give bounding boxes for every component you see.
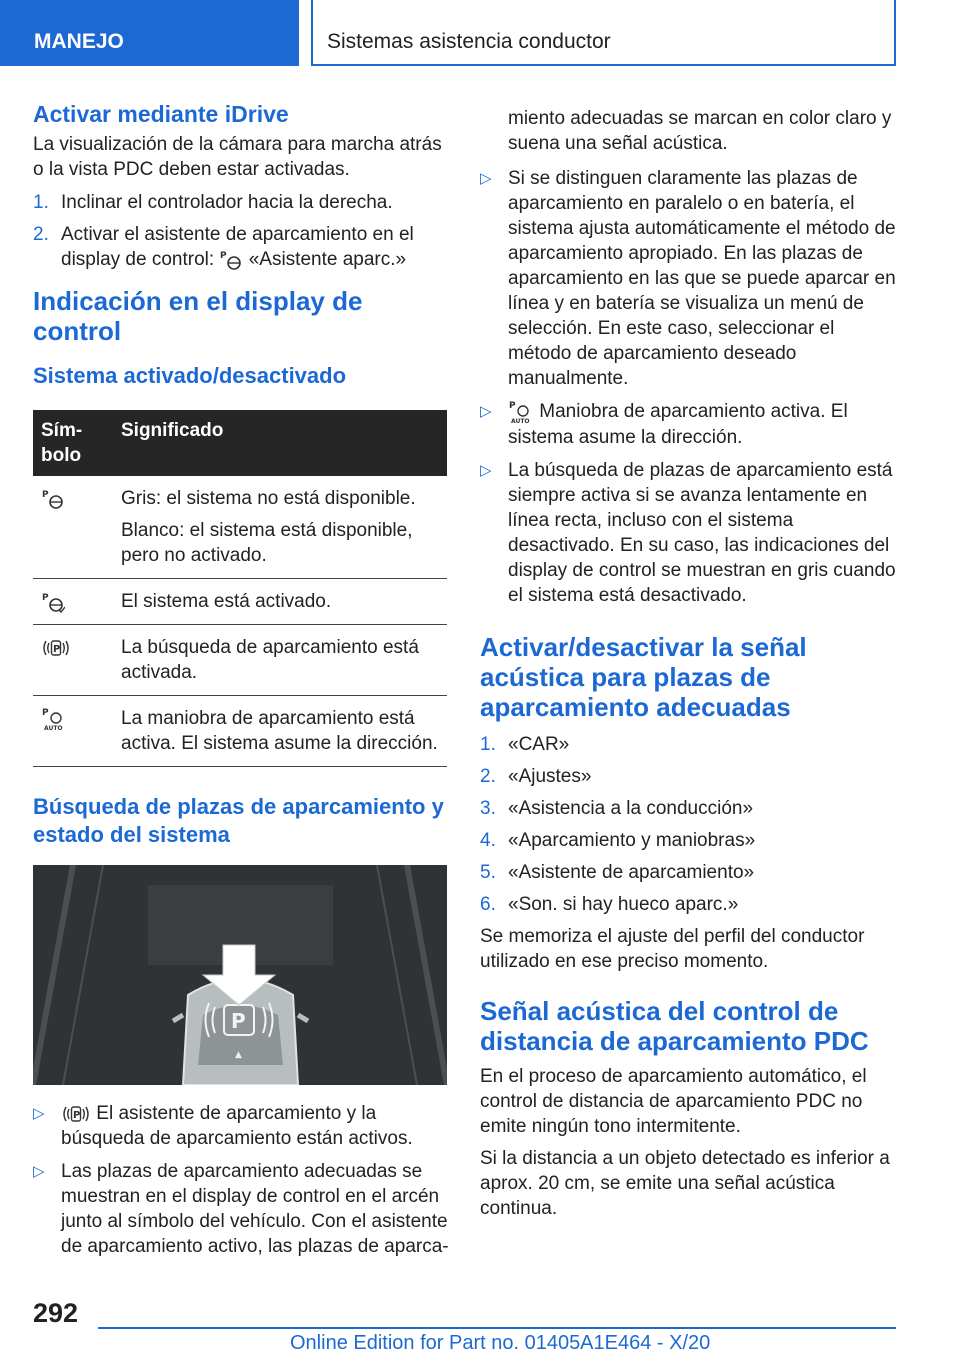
table-cell-text: Blanco: el sistema está disponible, pero no activado. (121, 520, 413, 566)
list-item (480, 892, 896, 917)
svg-text:P: P (42, 592, 49, 603)
parking-steering-icon (41, 488, 65, 510)
svg-text:▲: ▲ (235, 1050, 242, 1060)
parking-search-icon (61, 1103, 91, 1125)
step-number: 2. (480, 766, 496, 787)
svg-text:P: P (231, 1009, 246, 1033)
parking-auto-icon (41, 706, 67, 732)
list-item (480, 399, 896, 450)
step-number: 5. (480, 862, 496, 883)
list-item (480, 166, 896, 391)
bullet-text: El asistente de aparcamiento y la búsqueda de aparcamiento están activos. (61, 1103, 413, 1149)
step-text: «Aparcamiento y maniobras» (508, 830, 756, 851)
step-number: 1. (480, 734, 496, 755)
step-number: 2. (33, 224, 49, 245)
column-header-symbol: Sím-bolo (33, 410, 113, 476)
parking-search-icon (41, 637, 71, 659)
heading-senal: Activar/desactivar la señal acústica para plazas de aparcamiento adecuadas (480, 632, 807, 722)
heading-indicacion: Indicación en el display de control (33, 286, 363, 346)
steps-activar (33, 190, 449, 272)
heading-sistema: Sistema activado/desactivado (33, 363, 347, 388)
list-item (480, 764, 896, 789)
svg-text:P: P (42, 708, 49, 718)
step-number: 1. (33, 192, 49, 213)
footer-edition: Online Edition for Part no. 01405A1E464 - X/20 (290, 1332, 711, 1354)
step-text: «Asistente aparc.» (248, 249, 407, 270)
table-row (33, 625, 447, 696)
step-number: 4. (480, 830, 496, 851)
left-column (33, 100, 449, 1267)
list-item (33, 1101, 449, 1151)
step-number: 3. (480, 798, 496, 819)
bullet-text: Si se distinguen claramente las plazas de aparcamiento en paralelo o en batería, el sistema ajusta automáticamente el método de aparcamiento apropiado. En las plazas de aparcamiento en las que se puede aparcar en línea y en batería se visualiza un menú de selección. En este caso, seleccionar el método de aparcamiento deseado manualmente. (508, 168, 896, 389)
list-item (33, 190, 449, 215)
heading-activar: Activar mediante iDrive (33, 101, 289, 127)
paragraph-memoriza: Se memoriza el ajuste del perfil del conductor utilizado en ese preciso momento. (480, 926, 865, 972)
list-item (480, 828, 896, 853)
list-item (33, 222, 449, 272)
triangle-bullet-icon: ▷ (480, 462, 492, 479)
step-text: Activar el asistente de aparcamiento en el display de control: (61, 224, 414, 270)
paragraph-pdc-1: En el proceso de aparcamiento automático, el control de distancia de aparcamiento PDC no emite ningún tono intermitente. (480, 1066, 867, 1137)
section-tab: MANEJO (0, 0, 299, 66)
list-item (33, 1159, 449, 1259)
column-header-meaning: Significado (113, 410, 447, 476)
step-text: Inclinar el controlador hacia la derecha. (61, 192, 393, 213)
triangle-bullet-icon: ▷ (33, 1163, 45, 1180)
step-number: 6. (480, 894, 496, 915)
step-text: «Asistencia a la conducción» (508, 798, 754, 819)
triangle-bullet-icon: ▷ (33, 1105, 45, 1122)
table-cell-text: La búsqueda de aparcamiento está activada. (121, 637, 419, 683)
parking-steering-check-icon (41, 591, 65, 613)
list-item (480, 860, 896, 885)
footer-divider (98, 1327, 896, 1329)
svg-text:AUTO: AUTO (511, 418, 530, 425)
step-text: «Ajustes» (508, 766, 592, 787)
table-row (33, 696, 447, 767)
step-text: «CAR» (508, 734, 570, 755)
bullet-text: Maniobra de aparcamiento activa. El sistema asume la dirección. (508, 401, 848, 448)
bullets-right (480, 166, 896, 608)
bullets-busqueda (33, 1101, 449, 1259)
list-item (480, 458, 896, 608)
table-row (33, 579, 447, 625)
step-text: «Son. si hay hueco aparc.» (508, 894, 739, 915)
parking-auto-icon (508, 399, 534, 425)
chapter-title: Sistemas asistencia conductor (311, 0, 896, 66)
svg-text:P: P (73, 1109, 81, 1121)
triangle-bullet-icon: ▷ (480, 403, 492, 420)
parking-display-image (33, 865, 447, 1085)
paragraph-activar: La visualización de la cámara para marcha atrás o la vista PDC deben estar activadas. (33, 134, 442, 180)
parking-steering-icon (219, 249, 243, 271)
paragraph-pdc-2: Si la distancia a un objeto detectado es inferior a aprox. 20 cm, se emite una señal acústica continua. (480, 1148, 890, 1219)
triangle-bullet-icon: ▷ (480, 170, 492, 187)
bullet-text: Las plazas de aparcamiento adecuadas se muestran en el display de control en el arcén junto al símbolo del vehículo. Con el asistente de aparcamiento activo, las plazas de aparca- (61, 1161, 449, 1257)
svg-text:P: P (53, 643, 61, 655)
table-row (33, 476, 447, 579)
table-cell-text: El sistema está activado. (121, 591, 332, 612)
svg-text:P: P (42, 489, 49, 500)
continued-text: miento adecuadas se marcan en color claro y suena una señal acústica. (508, 108, 892, 154)
heading-pdc: Señal acústica del control de distancia de aparcamiento PDC (480, 996, 869, 1056)
list-item (480, 732, 896, 757)
table-header-row (33, 410, 447, 476)
right-column (480, 106, 896, 1228)
page-number: 292 (33, 1298, 79, 1328)
svg-text:P: P (509, 401, 516, 411)
bullet-text: La búsqueda de plazas de aparcamiento está siempre activa si se avanza lentamente en línea recta, incluso con el sistema desactivado. En su caso, las indicaciones del display de control se muestran en gris cuando el sistema está desactivado. (508, 460, 896, 606)
parking-scene-illustration (33, 865, 447, 1085)
symbol-table (33, 410, 447, 767)
heading-busqueda: Búsqueda de plazas de aparcamiento y estado del sistema (33, 794, 444, 847)
table-cell-text: La maniobra de aparcamiento está activa. El sistema asume la dirección. (121, 708, 438, 754)
svg-text:AUTO: AUTO (44, 725, 63, 732)
step-text: «Asistente de aparcamiento» (508, 862, 755, 883)
list-item (480, 796, 896, 821)
table-cell-text: Gris: el sistema no está disponible. (121, 488, 416, 509)
svg-text:P: P (220, 250, 228, 261)
steps-senal (480, 732, 896, 917)
